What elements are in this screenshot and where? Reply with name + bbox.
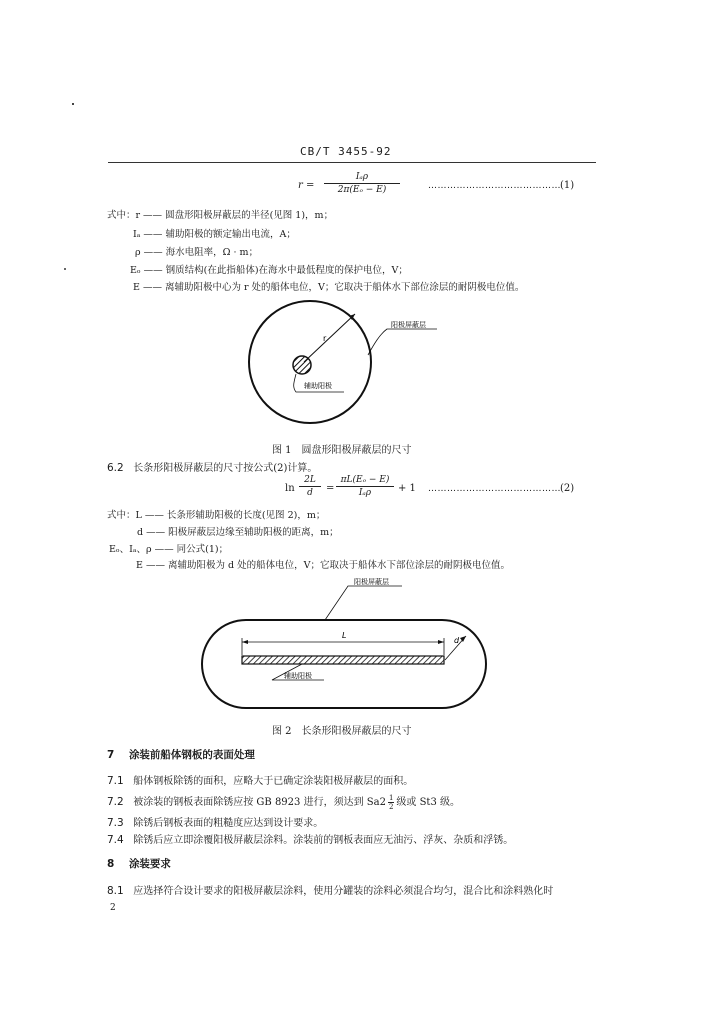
radius-label: r — [323, 334, 327, 343]
eq1-lhs: r = — [298, 180, 315, 191]
clause-7-2-frac-num: 1 — [388, 794, 394, 802]
clause-7-2-number: 7.2 — [107, 796, 124, 808]
eq2-lhs-num: 2L — [299, 475, 321, 487]
clause-7-2 — [107, 793, 460, 811]
clause-8-1 — [107, 882, 553, 897]
dim-label-l: L — [342, 631, 347, 640]
def2-ref: Eₒ、Iₐ、ρ —— 同公式(1)； — [109, 544, 229, 555]
clause-7-1-number: 7.1 — [107, 775, 124, 787]
clause-7-3-number: 7.3 — [107, 817, 124, 829]
section-7-title: 涂装前船体钢板的表面处理 — [128, 749, 255, 761]
scan-speck — [64, 268, 66, 270]
dim-arrow-left — [242, 640, 248, 644]
def2-e: E —— 离辅助阳极为 d 处的船体电位，V；它取决于船体水下部位涂层的耐阴极电位值。 — [136, 560, 510, 571]
eq1-fraction — [324, 172, 400, 195]
eq1-leader-dots: …………………………………… — [428, 181, 561, 191]
figure-2-caption: 图 2 长条形阳极屏蔽层的尺寸 — [272, 726, 412, 737]
def2-d: d —— 阳极屏蔽层边缘至辅助阳极的距离，m； — [137, 527, 339, 538]
clause-7-4-text: 除锈后应立即涂覆阳极屏蔽层涂料。涂装前的钢板表面应无油污、浮灰、杂质和浮锈。 — [133, 835, 514, 846]
figure-1-caption: 图 1 圆盘形阳极屏蔽层的尺寸 — [272, 445, 412, 456]
anode-label: 辅助阳极 — [284, 672, 312, 680]
clause-7-1-text: 船体钢板除锈的面积，应略大于已确定涂装阳极屏蔽层的面积。 — [133, 776, 414, 787]
clause-7-3-text: 除锈后钢板表面的粗糙度应达到设计要求。 — [133, 818, 324, 829]
clause-8-1-number: 8.1 — [107, 885, 124, 897]
figure-1 — [240, 296, 480, 432]
eq2-equals: = — [326, 483, 335, 494]
clause-6-2-text: 长条形阳极屏蔽层的尺寸按公式(2)计算。 — [133, 463, 318, 474]
shield-label: 阳极屏蔽层 — [391, 321, 426, 329]
shield-leader — [325, 586, 402, 620]
section-8-number: 8 — [107, 858, 115, 870]
clause-7-4-number: 7.4 — [107, 834, 124, 846]
figure-2 — [190, 574, 500, 714]
clause-7-3 — [107, 814, 323, 829]
eq2-rhs-fraction — [336, 475, 394, 498]
eq2-rhs-num: πL(Eₒ − E) — [336, 475, 394, 487]
page-header: CB/T 3455-92 — [300, 145, 392, 158]
def1-ia: Iₐ —— 辅助阳极的额定输出电流，A； — [133, 229, 296, 240]
clause-7-2-text-before: 被涂装的钢板表面除锈应按 GB 8923 进行，须达到 Sa2 — [133, 797, 386, 808]
def2-l: 式中：L —— 长条形辅助阳极的长度(见图 2)，m； — [107, 510, 326, 521]
eq2-ln: ln — [285, 483, 295, 494]
clause-8-1-text: 应选择符合设计要求的阳极屏蔽层涂料，使用分罐装的涂料必须混合均匀，混合比和涂料熟化时 — [133, 886, 554, 897]
clause-6-2 — [107, 459, 317, 474]
eq2-lhs-den: d — [307, 488, 313, 498]
clause-7-1 — [107, 772, 413, 787]
section-8-title: 涂装要求 — [128, 858, 171, 870]
eq1-numerator: Iₐρ — [324, 172, 400, 184]
eq2-leader-dots: …………………………………… — [428, 484, 561, 494]
page-number: 2 — [110, 903, 116, 913]
clause-7-2-text-after: 级或 St3 级。 — [396, 797, 460, 808]
eq2-rhs-den: Iₐρ — [358, 488, 372, 498]
clause-7-4 — [107, 831, 513, 846]
section-7-number: 7 — [107, 749, 115, 761]
section-8-heading — [107, 856, 171, 871]
dim-arrow-d — [460, 636, 466, 642]
eq1-denominator: 2π(Eₒ − E) — [337, 185, 387, 195]
scan-speck — [72, 103, 74, 105]
header-rule — [108, 162, 596, 163]
def1-ec: Eₒ —— 钢质结构(在此指船体)在海水中最低程度的保护电位，V； — [130, 265, 408, 276]
shield-leader — [368, 329, 437, 355]
def1-e: E —— 离辅助阳极中心为 r 处的船体电位，V；它取决于船体水下部位涂层的耐阴极电位值。 — [133, 282, 525, 293]
anode-strip — [242, 656, 444, 664]
clause-6-2-number: 6.2 — [107, 462, 124, 474]
anode-label: 辅助阳极 — [304, 382, 332, 390]
dim-label-d: d — [454, 636, 460, 645]
eq2-number: (2) — [560, 483, 575, 494]
anode-disc — [293, 356, 311, 374]
clause-7-2-frac-den: 2 — [388, 803, 394, 811]
radius-line — [304, 314, 355, 362]
def1-r: 式中：r —— 圆盘形阳极屏蔽层的半径(见图 1)，m； — [107, 210, 334, 221]
dim-arrow-right — [438, 640, 444, 644]
clause-7-2-fraction — [388, 794, 394, 811]
eq1-number: (1) — [560, 180, 575, 191]
eq2-plus-one: + 1 — [398, 483, 416, 494]
eq2-lhs-fraction — [299, 475, 321, 498]
section-7-heading — [107, 747, 255, 762]
shield-label: 阳极屏蔽层 — [354, 578, 389, 586]
def1-rho: ρ —— 海水电阻率，Ω · m； — [135, 247, 259, 258]
